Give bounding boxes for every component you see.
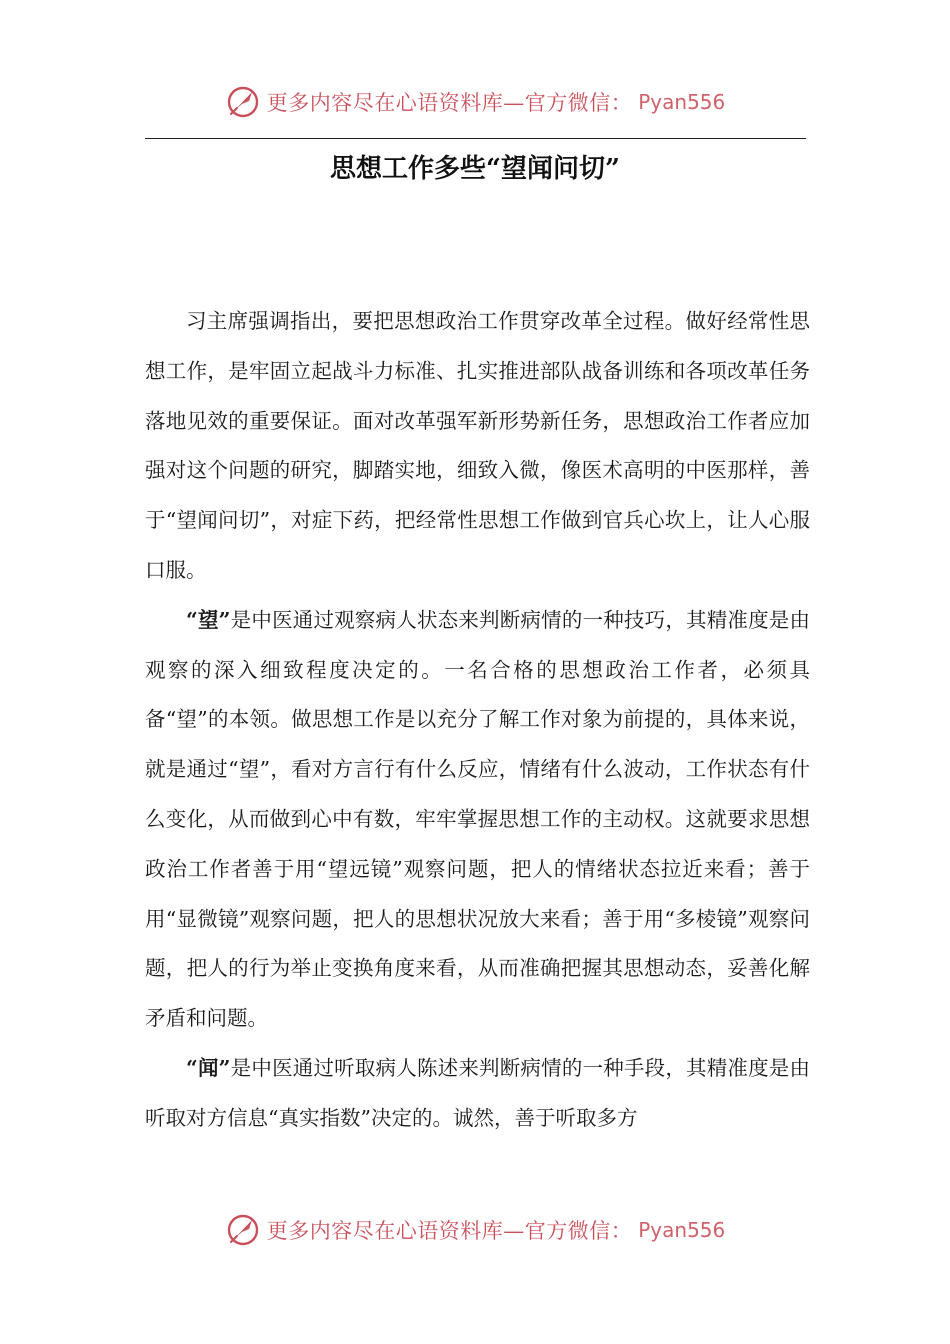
paragraph-wang xyxy=(145,596,810,1044)
quill-logo-icon xyxy=(225,84,261,120)
header-banner xyxy=(0,82,950,122)
quill-logo-icon xyxy=(225,1212,261,1248)
paragraph-wen xyxy=(145,1044,810,1144)
footer-banner xyxy=(0,1210,950,1250)
paragraph-lead: “望” xyxy=(186,607,231,632)
paragraph-intro xyxy=(145,297,810,596)
paragraph-text: 是中医通过观察病人状态来判断病情的一种技巧，其精准度是由观察的深入细致程度决定的。一名合格的思想政治工作者，必须具备“望”的本领。做思想工作是以充分了解工作对象为前提的，具体来说，就是通过“望”，看对方言行有什么反应，情绪有什么波动，工作状态有什么变化，从而做到心中有数，牢牢掌握思想工作的主动权。这就要求思想政治工作者善于用“望远镜”观察问题，把人的情绪状态拉近来看；善于用“显微镜”观察问题，把人的思想状况放大来看；善于用“多棱镜”观察问题，把人的行为举止变换角度来看，从而准确把握其思想动态，妥善化解矛盾和问题。 xyxy=(145,607,810,1031)
document-title: 思想工作多些“望闻问切” xyxy=(330,154,620,184)
document-body xyxy=(145,297,810,1144)
paragraph-lead: “闻” xyxy=(186,1055,231,1080)
header-banner-text: 更多内容尽在心语资料库—官方微信： xyxy=(266,91,633,115)
paragraph-text: 习主席强调指出，要把思想政治工作贯穿改革全过程。做好经常性思想工作，是牢固立起战斗力标准、扎实推进部队战备训练和各项改革任务落地见效的重要保证。面对改革强军新形势新任务，思想政治工作者应加强对这个问题的研究，脚踏实地，细致入微，像医术高明的中医那样，善于“望闻问切”，对症下药，把经常性思想工作做到官兵心坎上，让人心服口服。 xyxy=(145,309,810,582)
header-banner-id: Pyan556 xyxy=(638,90,726,114)
footer-banner-text: 更多内容尽在心语资料库—官方微信： xyxy=(266,1219,633,1243)
paragraph-text: 是中医通过听取病人陈述来判断病情的一种手段，其精准度是由听取对方信息“真实指数”决定的。诚然，善于听取多方 xyxy=(145,1055,810,1130)
header-divider xyxy=(145,138,806,139)
footer-banner-id: Pyan556 xyxy=(638,1218,726,1242)
